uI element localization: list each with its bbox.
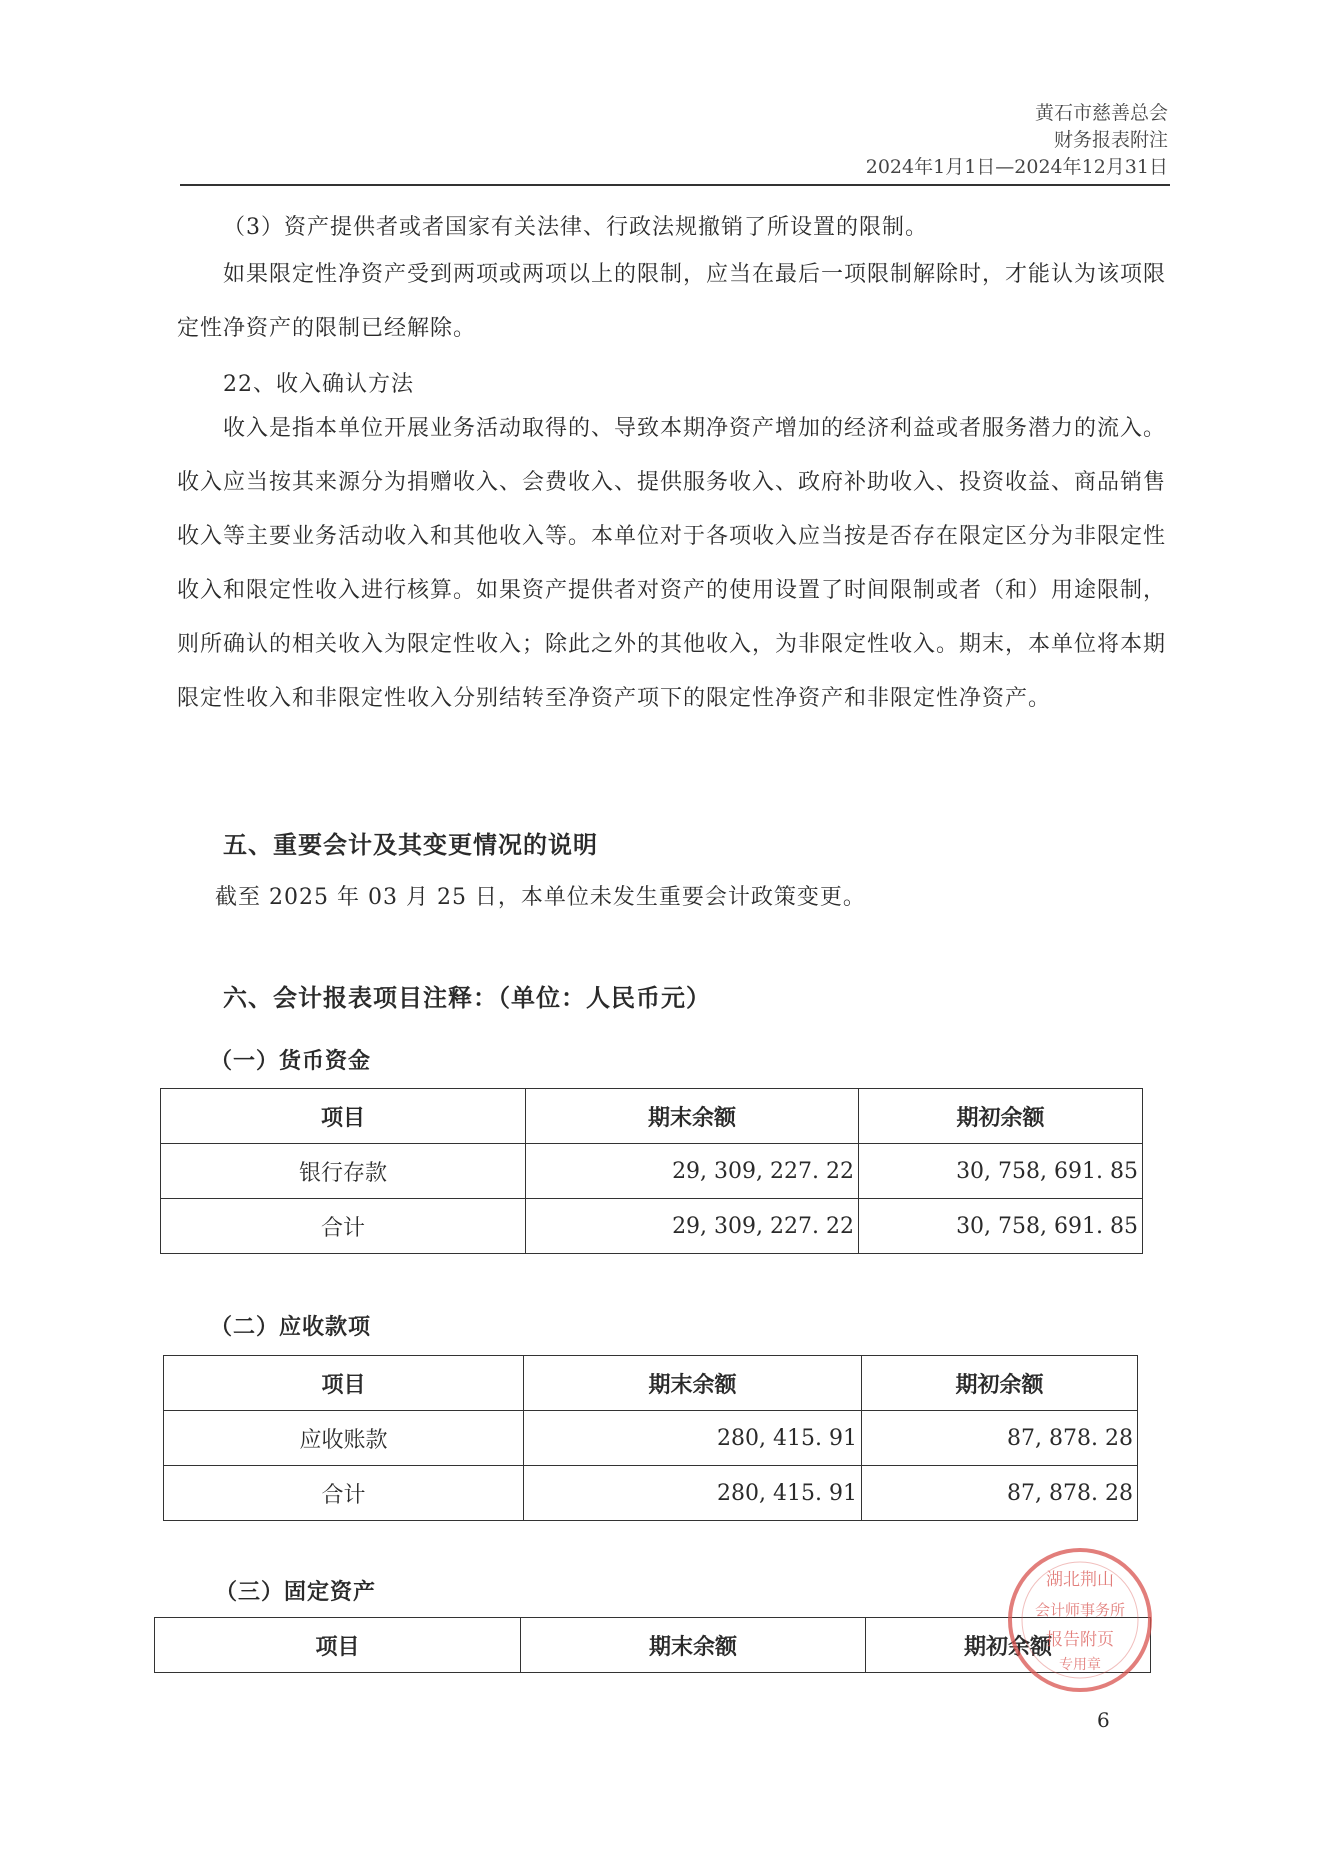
cell-item: 银行存款 — [161, 1144, 526, 1199]
paragraph-restriction: 如果限定性净资产受到两项或两项以上的限制，应当在最后一项限制解除时，才能认为该项限定性净资产的限制已经解除。 — [177, 262, 1167, 341]
table-row — [161, 1144, 1143, 1199]
header-end-balance: 期末余额 — [524, 1356, 862, 1411]
header-block — [866, 100, 1168, 181]
header-period: 2024年1月1日—2024年12月31日 — [865, 156, 1168, 178]
cell-end: 280, 415. 91 — [524, 1411, 862, 1466]
fixed-assets-table — [154, 1617, 1151, 1673]
section-5-text: 截至 2025 年 03 月 25 日，本单位未发生重要会计政策变更。 — [215, 885, 866, 910]
header-item: 项目 — [155, 1618, 521, 1673]
table-row — [164, 1466, 1138, 1521]
cell-item: 应收账款 — [164, 1411, 524, 1466]
paragraph-revenue: 收入是指本单位开展业务活动取得的、导致本期净资产增加的经济利益或者服务潜力的流入。收入应当按其来源分为捐赠收入、会费收入、提供服务收入、政府补助收入、投资收益、商品销售收入等主要业务活动收入和其他收入等。本单位对于各项收入应当按是否存在限定区分为非限定性收入和限定性收入进行核算。如果资产提供者对资产的使用设置了时间限制或者（和）用途限制，则所确认的相关收入为限定性收入；除此之外的其他收入，为非限定性收入。期末，本单位将本期限定性收入和非限定性收入分别结转至净资产项下的限定性净资产和非限定性净资产。 — [177, 416, 1167, 711]
header-end-balance: 期末余额 — [526, 1089, 859, 1144]
table-row — [161, 1199, 1143, 1254]
cash-table — [160, 1088, 1143, 1254]
header-item: 项目 — [164, 1356, 524, 1411]
table-header-row — [161, 1089, 1143, 1144]
page-number: 6 — [1097, 1708, 1110, 1732]
header-rule — [180, 184, 1170, 186]
header-org: 黄石市慈善总会 — [1034, 102, 1168, 124]
table-header-row — [155, 1618, 1151, 1673]
svg-text:专用章: 专用章 — [1059, 1657, 1101, 1673]
section-5-title: 五、重要会计及其变更情况的说明 — [223, 830, 598, 859]
svg-text:会计师事务所: 会计师事务所 — [1034, 1601, 1126, 1619]
table-header-row — [164, 1356, 1138, 1411]
cell-end: 29, 309, 227. 22 — [526, 1144, 859, 1199]
table1-title: （一）货币资金 — [210, 1048, 372, 1074]
cell-begin: 87, 878. 28 — [862, 1411, 1138, 1466]
cell-end: 29, 309, 227. 22 — [526, 1199, 859, 1254]
svg-text:湖北荆山: 湖北荆山 — [1046, 1570, 1114, 1590]
receivables-table — [163, 1355, 1138, 1521]
table3-title: （三）固定资产 — [215, 1579, 377, 1605]
section-22-heading: 22、收入确认方法 — [223, 372, 414, 397]
cell-item: 合计 — [164, 1466, 524, 1521]
item-3-line: （3）资产提供者或者国家有关法律、行政法规撤销了所设置的限制。 — [223, 215, 928, 240]
cell-item: 合计 — [161, 1199, 526, 1254]
cell-begin: 30, 758, 691. 85 — [859, 1199, 1143, 1254]
cell-begin: 30, 758, 691. 85 — [859, 1144, 1143, 1199]
header-item: 项目 — [161, 1089, 526, 1144]
header-begin-balance: 期初余额 — [866, 1618, 1151, 1673]
header-begin-balance: 期初余额 — [862, 1356, 1138, 1411]
cell-end: 280, 415. 91 — [524, 1466, 862, 1521]
header-end-balance: 期末余额 — [521, 1618, 866, 1673]
table-row — [164, 1411, 1138, 1466]
section-6-title: 六、会计报表项目注释：（单位：人民币元） — [223, 983, 711, 1012]
svg-text:报告附页: 报告附页 — [1046, 1630, 1114, 1650]
cell-begin: 87, 878. 28 — [862, 1466, 1138, 1521]
seal-stamp — [1005, 1545, 1155, 1695]
header-begin-balance: 期初余额 — [859, 1089, 1143, 1144]
table2-title: （二）应收款项 — [210, 1314, 372, 1340]
header-doc-title: 财务报表附注 — [1053, 129, 1168, 151]
